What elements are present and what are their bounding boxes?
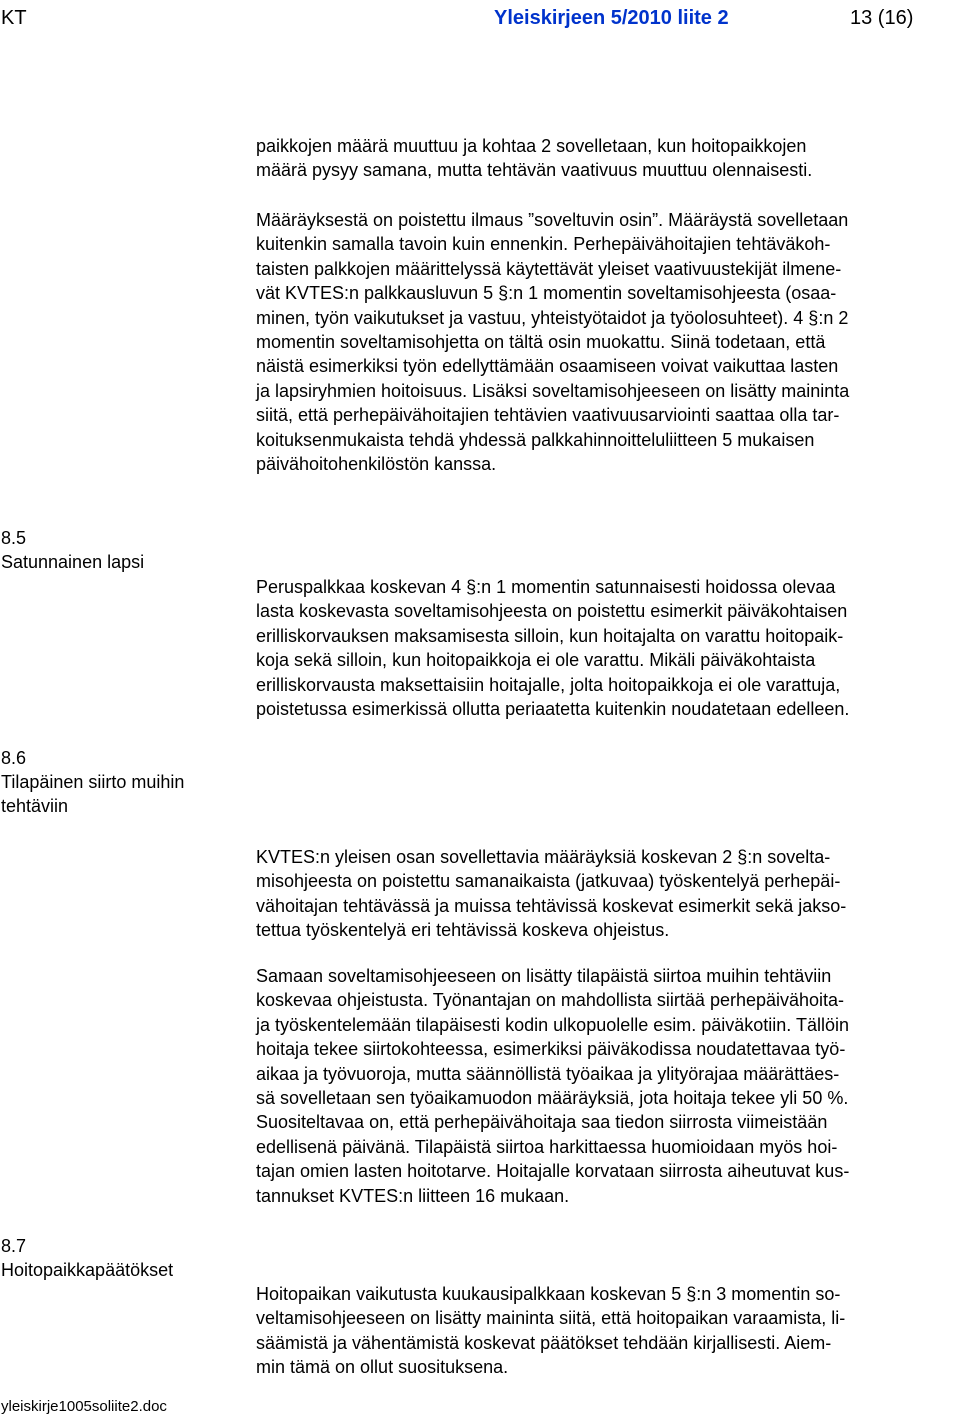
- paragraph-4: KVTES:n yleisen osan sovellettavia määräyksiä koskevan 2 §:n sovelta- misohjeesta on poistettu samanaikaista (jatkuvaa) työskentelyä perhepäi- vähoitajan tehtävässä ja muissa tehtävissä koskevat esimerkit sekä jakso- tettua työskentelyä eri tehtävissä koskeva ohjeistus.: [256, 847, 847, 941]
- header-page-number: 13 (16): [850, 7, 914, 29]
- header-document-title: Yleiskirjeen 5/2010 liite 2: [494, 7, 729, 29]
- section-heading-8-5: 8.5 Satunnainen lapsi: [1, 528, 145, 572]
- page-header: [0, 0, 960, 36]
- paragraph-6: Hoitopaikan vaikutusta kuukausipalkkaan koskevan 5 §:n 3 momentin so- veltamisohjeeseen on lisätty maininta siitä, että hoitopaikan varaamista, li- säämistä ja vähentämistä koskevat päätökset tehdään kirjallisesti. Aiem- min tämä on ollut suosituksena.: [256, 1284, 846, 1378]
- section-heading-8-6: 8.6 Tilapäinen siirto muihin tehtäviin: [1, 748, 185, 816]
- footer-filename: yleiskirje1005soliite2.doc: [1, 1398, 167, 1415]
- paragraph-5: Samaan soveltamisohjeeseen on lisätty tilapäistä siirtoa muihin tehtäviin koskevaa ohjeistusta. Työnantajan on mahdollista siirtää perhepäivähoita- ja työskentelemään tilapäisesti kodin ulkopuolelle esim. päiväkotiin. Tällöin hoitaja tekee siirtokohteessa, esimerkiksi päiväkodissa noudatettavaa työ- aikaa ja työvuoroja, mutta säännöllistä työaikaa ja ylityörajaa määrättäes- sä sovelletaan sen työaikamuodon määräyksiä, jota hoitaja tekee yli 50 %. Suositeltavaa on, että perhepäivähoitaja saa tiedon siirrosta viimeistään edellisenä päivänä. Tilapäistä siirtoa harkittaessa huomioidaan myös hoi- tajan omien lasten hoitotarve. Hoitajalle korvataan siirrosta aiheutuvat kus- tannukset KVTES:n liitteen 16 mukaan.: [256, 966, 850, 1206]
- paragraph-3: Peruspalkkaa koskevan 4 §:n 1 momentin satunnaisesti hoidossa olevaa lasta koskevasta soveltamisohjeesta on poistettu esimerkit päiväkohtaisen erilliskorvauksen maksamisesta silloin, kun hoitajalta on varattu hoitopaik- koja sekä silloin, kun hoitopaikkoja ei ole varattu. Mikäli päiväkohtaista erilliskorvausta maksettaisiin hoitajalle, jolta hoitopaikkoja ei ole varattuja, poistetussa esimerkissä ollutta periaatetta kuitenkin noudatetaan edelleen.: [256, 577, 850, 720]
- section-heading-8-7: 8.7 Hoitopaikkapäätökset: [1, 1236, 174, 1280]
- header-initials: KT: [1, 7, 27, 29]
- paragraph-1: paikkojen määrä muuttuu ja kohtaa 2 sovelletaan, kun hoitopaikkojen määrä pysyy samana, mutta tehtävän vaativuus muuttuu olennaisesti.: [256, 136, 813, 181]
- paragraph-2: Määräyksestä on poistettu ilmaus ”soveltuvin osin”. Määräystä sovelletaan kuitenkin samalla tavoin kuin ennenkin. Perhepäivähoitajien tehtäväkoh- taisten palkkojen määrittelyssä käytettävät yleiset vaativuustekijät ilmene- vät KVTES:n palkkausluvun 5 §:n 1 momentin soveltamisohjeesta (osaa- minen, työn vaikutukset ja vastuu, yhteistyötaidot ja työolosuhteet). 4 §:n 2 momentin soveltamisohjetta on tältä osin muokattu. Siinä todetaan, että näistä esimerkiksi työn edellyttämään osaamiseen voivat vaikuttaa lasten ja lapsiryhmien hoitoisuus. Lisäksi soveltamisohjeeseen on lisätty maininta siitä, että perhepäivähoitajien tehtävien vaativuusarviointi saattaa olla tar- koituksenmukaista tehdä yhdessä palkkahinnoitteluliitteen 5 mukaisen päivähoitohenkilöstön kanssa.: [256, 210, 850, 475]
